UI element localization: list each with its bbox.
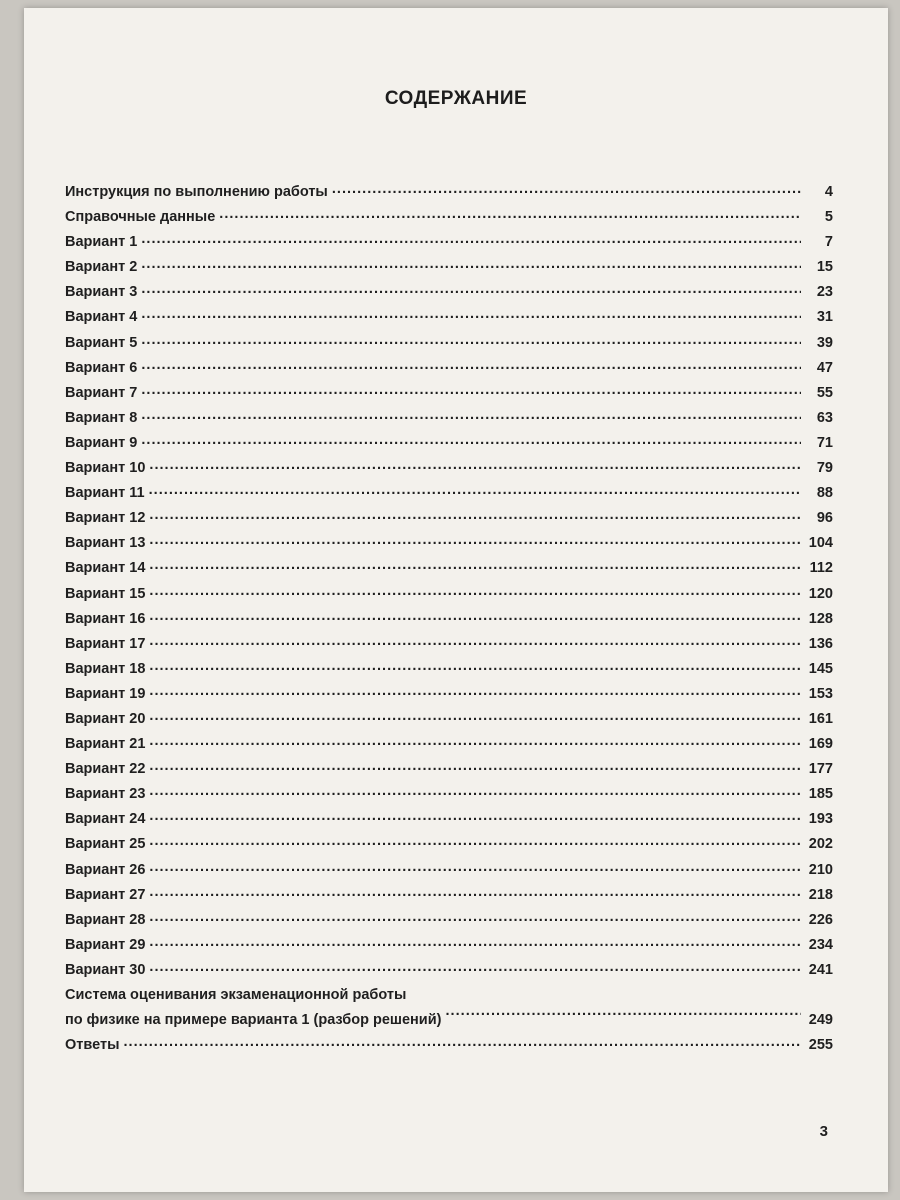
toc-item-page: 241: [808, 961, 833, 978]
toc-leader-dots: [149, 779, 801, 804]
toc-leader-dots: [149, 604, 801, 629]
toc-leader-dots: [149, 829, 801, 854]
toc-leader-dots: [141, 302, 801, 327]
toc-item-label: Вариант 20: [65, 710, 146, 727]
toc-item-page: 226: [808, 911, 833, 928]
toc-item-page: 88: [816, 485, 833, 502]
toc-item-label: Вариант 30: [65, 961, 146, 978]
toc-leader-dots: [332, 177, 801, 202]
toc-item-label-line-1: Система оценивания экзаменационной работы: [65, 987, 407, 1003]
toc-leader-dots: [123, 1030, 801, 1055]
toc-item-label: Вариант 19: [65, 685, 146, 702]
toc-item-page: 31: [816, 309, 833, 326]
toc-item-grading-system[interactable]: [65, 983, 833, 1033]
toc-item-page: 193: [808, 811, 833, 828]
toc-leader-dots: [149, 855, 801, 880]
toc-item-page: 128: [808, 610, 833, 627]
toc-leader-dots: [149, 453, 801, 478]
toc-item-page: 145: [808, 660, 833, 677]
toc-item-label: Вариант 16: [65, 610, 146, 627]
toc-leader-dots: [141, 403, 801, 428]
toc-leader-dots: [141, 353, 801, 378]
toc-leader-dots: [149, 930, 801, 955]
book-page: [24, 8, 888, 1192]
table-of-contents: [65, 180, 833, 1058]
toc-item-label: Вариант 12: [65, 510, 146, 527]
toc-item-label: Вариант 24: [65, 811, 146, 828]
toc-item-page: 96: [816, 510, 833, 527]
toc-item-label: Вариант 25: [65, 836, 146, 853]
toc-item-page: 177: [808, 761, 833, 778]
toc-item-label: Вариант 26: [65, 861, 146, 878]
toc-leader-dots: [149, 629, 801, 654]
toc-item-label-line-2: по физике на примере варианта 1 (разбор решений): [65, 1012, 442, 1029]
toc-item-label: Вариант 29: [65, 936, 146, 953]
toc-item-page: 4: [824, 184, 833, 200]
toc-item-label: Вариант 8: [65, 409, 138, 426]
toc-item-label: Вариант 3: [65, 284, 138, 301]
toc-leader-dots: [149, 729, 801, 754]
page-number: 3: [819, 1123, 828, 1140]
toc-item-label: Вариант 23: [65, 786, 146, 803]
toc-item-label: Справочные данные: [65, 209, 216, 226]
toc-leader-dots: [141, 227, 801, 252]
toc-item-page: 120: [808, 585, 833, 602]
toc-item[interactable]: [65, 958, 833, 983]
toc-item-label: Ответы: [65, 1037, 120, 1054]
toc-item-label: Вариант 17: [65, 635, 146, 652]
toc-item-page: 218: [808, 886, 833, 903]
toc-item-label: Вариант 18: [65, 660, 146, 677]
toc-leader-dots: [149, 553, 801, 578]
toc-item-label: Вариант 7: [65, 384, 138, 401]
toc-leader-dots: [149, 754, 801, 779]
toc-item-page: 7: [824, 234, 833, 251]
toc-item-page: 249: [808, 1012, 833, 1029]
toc-item-label: Вариант 27: [65, 886, 146, 903]
toc-leader-dots: [141, 378, 801, 403]
toc-leader-dots: [149, 503, 801, 528]
toc-leader-dots: [141, 252, 801, 277]
toc-leader-dots: [149, 955, 801, 980]
page-title: СОДЕРЖАНИЕ: [384, 88, 528, 109]
toc-leader-dots: [149, 478, 801, 503]
toc-item-page: 63: [816, 409, 833, 426]
toc-leader-dots: [219, 202, 801, 227]
toc-item-label: Вариант 11: [65, 485, 145, 502]
toc-item-page: 39: [816, 334, 833, 351]
toc-item-page: 47: [816, 359, 833, 376]
toc-item-page: 71: [816, 434, 833, 451]
toc-item-label: Вариант 2: [65, 259, 138, 276]
toc-leader-dots: [149, 880, 801, 905]
toc-leader-dots: [141, 428, 801, 453]
toc-item-page: 5: [824, 209, 833, 226]
toc-item-page: 79: [816, 460, 833, 477]
toc-item-page: 185: [808, 786, 833, 803]
toc-item-answers[interactable]: [65, 1033, 833, 1058]
toc-item-page: 210: [808, 861, 833, 878]
toc-item-page: 23: [816, 284, 833, 301]
toc-item-page: 104: [808, 535, 833, 552]
toc-leader-dots: [149, 905, 801, 930]
toc-leader-dots: [141, 277, 801, 302]
toc-item-label: Инструкция по выполнению работы: [65, 184, 328, 200]
toc-leader-dots: [149, 804, 801, 829]
toc-item-label: Вариант 1: [65, 234, 138, 251]
toc-item-page: 255: [808, 1037, 833, 1054]
toc-item-label: Вариант 13: [65, 535, 146, 552]
toc-item-page: 136: [808, 635, 833, 652]
toc-item-page: 169: [808, 736, 833, 753]
toc-item-label: Вариант 5: [65, 334, 138, 351]
toc-leader-dots: [149, 654, 801, 679]
toc-item-page: 112: [809, 560, 833, 577]
toc-item-page: 202: [808, 836, 833, 853]
toc-item-label: Вариант 15: [65, 585, 146, 602]
toc-leader-dots: [149, 528, 801, 553]
toc-item-label: Вариант 4: [65, 309, 138, 326]
toc-item-label: Вариант 22: [65, 761, 146, 778]
toc-item-label: [65, 983, 441, 1033]
toc-item-label: Вариант 9: [65, 434, 138, 451]
toc-leader-dots: [445, 999, 801, 1024]
toc-item-label: Вариант 21: [65, 736, 146, 753]
toc-item-label: Вариант 14: [65, 560, 146, 577]
toc-item-label: Вариант 28: [65, 911, 146, 928]
toc-leader-dots: [149, 679, 801, 704]
toc-item-page: 153: [808, 685, 833, 702]
toc-leader-dots: [141, 328, 801, 353]
toc-leader-dots: [149, 704, 801, 729]
toc-item-page: 15: [816, 259, 833, 276]
toc-item-page: 234: [808, 936, 833, 953]
toc-leader-dots: [149, 579, 801, 604]
toc-item-page: 55: [816, 384, 833, 401]
toc-item-label: Вариант 10: [65, 460, 146, 477]
toc-item-page: 161: [808, 710, 833, 727]
toc-item-label: Вариант 6: [65, 359, 138, 376]
